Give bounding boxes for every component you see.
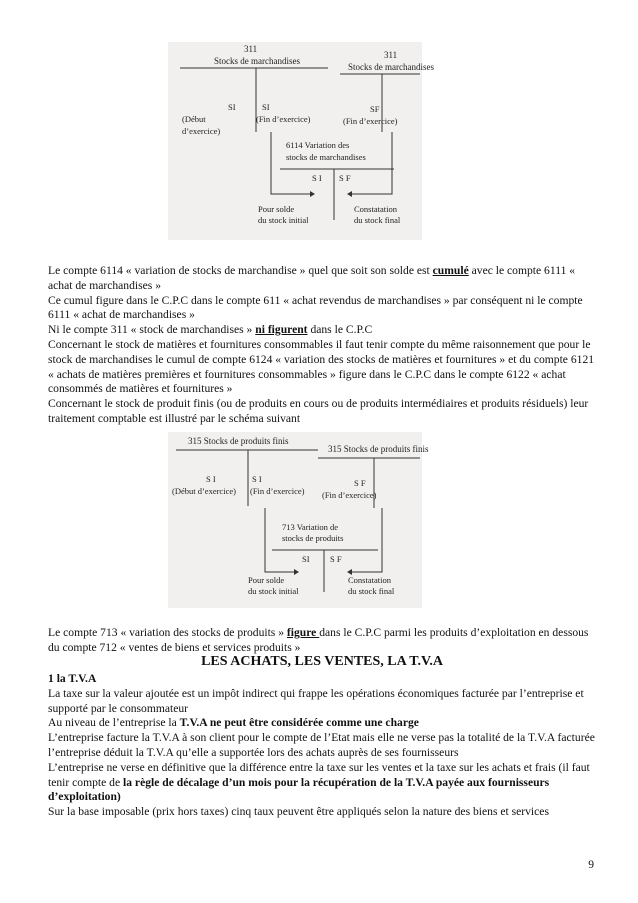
para1-line3: Ni le compte 311 « stock de marchandises » ni figurent dans le C.P.C bbox=[48, 323, 373, 337]
stock-diagram-marchandises bbox=[168, 42, 434, 240]
d2-left-account: 315 Stocks de produits finis bbox=[188, 436, 289, 446]
diagram2-svg bbox=[168, 432, 429, 608]
tva-section bbox=[48, 672, 596, 820]
diagram1-svg bbox=[168, 42, 434, 240]
ni-figurent-emphasis: ni figurent bbox=[255, 323, 308, 337]
d1-right-debit-note: (Fin d’exercice) bbox=[343, 116, 398, 126]
d2-var-credit: S F bbox=[330, 554, 342, 564]
d2-right-debit-note: (Fin d’exercice) bbox=[322, 490, 377, 500]
d1-var-debit: S I bbox=[312, 173, 322, 183]
para2-line1: Le compte 713 « variation des stocks de produits » figure dans le C.P.C parmi les produits d’exploitation en dessous du compte 712 « ventes de biens et services produits » bbox=[48, 626, 589, 654]
d2-constat-2: du stock final bbox=[348, 586, 395, 596]
d1-constat-1: Constatation bbox=[354, 204, 397, 214]
d1-solde-2: du stock initial bbox=[258, 215, 309, 225]
d2-left-credit-note: (Fin d’exercice) bbox=[250, 486, 305, 496]
d1-variation-1: 6114 Variation des bbox=[286, 140, 350, 150]
d1-var-credit: S F bbox=[339, 173, 351, 183]
d1-left-debit-note1: (Début bbox=[182, 114, 206, 124]
d2-solde-1: Pour solde bbox=[248, 575, 285, 585]
d1-constat-2: du stock final bbox=[354, 215, 401, 225]
d2-left-debit: S I bbox=[206, 474, 216, 484]
tva-charge-emphasis: T.V.A ne peut être considérée comme une charge bbox=[179, 716, 419, 730]
para1-line5: Concernant le stock de produit finis (ou de produits en cours ou de produits intermédiaires et produits résiduels) leur traitement comptable est illustré par le schéma suivant bbox=[48, 397, 589, 425]
para1-line1: Le compte 6114 « variation de stocks de marchandise » quel que soit son solde est cumulé avec le compte 6111 « achat de marchandises » bbox=[48, 264, 576, 292]
paragraph-block-2 bbox=[48, 626, 596, 656]
d1-solde-1: Pour solde bbox=[258, 204, 295, 214]
tva-line3: L’entreprise facture la T.V.A à son client pour le compte de l’Etat mais elle ne verse pas la totalité de la T.V.A facturée l’entreprise déduit la T.V.A qu’elle a supportée lors des achats auprès de ses fournisseurs bbox=[48, 731, 595, 759]
d1-right-number: 311 bbox=[384, 50, 398, 60]
page-number: 9 bbox=[588, 858, 594, 871]
stock-diagram-produits-finis bbox=[168, 432, 429, 608]
tva-line1: La taxe sur la valeur ajoutée est un impôt indirect qui frappe les opérations économiques facturée par l’entreprise et supporté par le consommateur bbox=[48, 686, 584, 715]
para1-line2: Ce cumul figure dans le C.P.C dans le compte 611 « achat revendus de marchandises » par conséquent ni le compte 6111 « achat de marchandises » bbox=[48, 293, 583, 322]
d2-constat-1: Constatation bbox=[348, 575, 391, 585]
d1-left-credit: SI bbox=[262, 102, 270, 112]
tva-line5: Sur la base imposable (prix hors taxes) cinq taux peuvent être appliqués selon la nature des biens et services bbox=[48, 805, 549, 819]
d2-left-credit: S I bbox=[252, 474, 262, 484]
d1-left-name: Stocks de marchandises bbox=[214, 56, 300, 66]
d2-left-debit-note: (Début d’exercice) bbox=[172, 486, 236, 496]
d1-left-debit: SI bbox=[228, 102, 236, 112]
paragraph-block-1 bbox=[48, 264, 596, 427]
tva-line4: L’entreprise ne verse en définitive que la différence entre la taxe sur les ventes et la taxe sur les achats et frais (il faut tenir compte de la règle de décalage d’un mois pour la récupération de la T.V.A payée aux fournisseurs d’exploitation) bbox=[48, 760, 590, 804]
d2-variation-2: stocks de produits bbox=[282, 533, 344, 543]
d2-var-debit: SI bbox=[302, 554, 310, 564]
d2-right-account: 315 Stocks de produits finis bbox=[328, 444, 429, 454]
para1-line4: Concernant le stock de matières et fournitures consommables il faut tenir compte du même raisonnement que pour le stock de marchandises le cumul de compte 6124 « variation des stocks de matières et fournitures » et du compte 6121 « achats de matières premières et fournitures consommables » figure dans le C.P.C dans le compte 6122 « achat consommés de matières et fournitures » bbox=[48, 337, 595, 396]
d2-variation-1: 713 Variation de bbox=[282, 522, 339, 532]
tva-rule-emphasis: la règle de décalage d’un mois pour la récupération de la T.V.A payée aux fournisseurs d’exploitation) bbox=[48, 775, 550, 804]
d2-right-debit: S F bbox=[354, 478, 366, 488]
d1-variation-2: stocks de marchandises bbox=[286, 152, 366, 162]
section-title: LES ACHATS, LES VENTES, LA T.V.A bbox=[201, 654, 443, 669]
d1-left-debit-note2: d’exercice) bbox=[182, 126, 221, 136]
d1-left-credit-note: (Fin d’exercice) bbox=[256, 114, 311, 124]
figure-emphasis: figure bbox=[286, 626, 320, 639]
d1-right-name: Stocks de marchandises bbox=[348, 62, 434, 72]
tva-line2: Au niveau de l’entreprise la T.V.A ne peut être considérée comme une charge bbox=[48, 716, 419, 730]
d1-left-number: 311 bbox=[244, 44, 258, 54]
d2-arrow-sf bbox=[352, 508, 382, 572]
d1-arrow-sf bbox=[352, 132, 392, 194]
tva-heading: 1 la T.V.A bbox=[48, 672, 97, 685]
cumule-emphasis: cumulé bbox=[432, 264, 469, 277]
d1-right-debit: SF bbox=[370, 104, 380, 114]
d2-solde-2: du stock initial bbox=[248, 586, 299, 596]
